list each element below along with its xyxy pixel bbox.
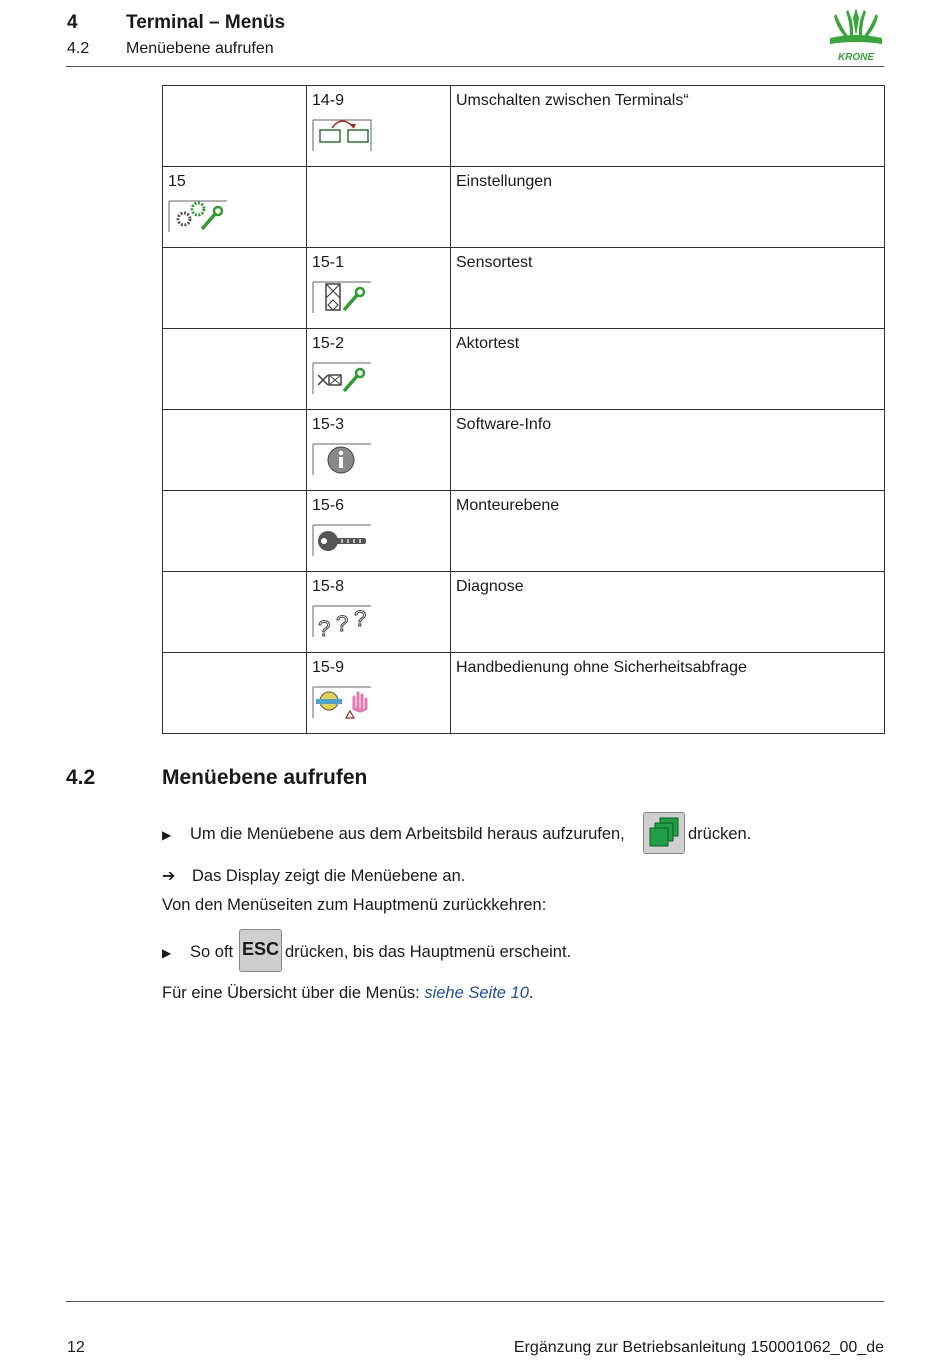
svg-text:?: ? [336, 611, 349, 636]
chapter-title: Terminal – Menüs [126, 12, 286, 33]
svg-text:?: ? [318, 616, 331, 638]
table-row [163, 86, 885, 167]
terminal-switch-icon [312, 114, 372, 152]
menu-description: Handbedienung ohne Sicherheitsabfrage [456, 659, 747, 676]
paragraph: Von den Menüseiten zum Hauptmenü zurückkehren: [162, 896, 547, 914]
menu-description: Sensortest [456, 254, 533, 271]
menu-number: 14-9 [312, 92, 345, 109]
menu-number: 15 [168, 173, 186, 190]
esc-key-button[interactable]: ESC [239, 929, 282, 972]
menu-number: 15-2 [312, 335, 345, 352]
instruction-step-end: drücken. [688, 825, 752, 843]
svg-text:?: ? [354, 606, 367, 631]
menu-description: Monteurebene [456, 497, 560, 514]
menu-key-button[interactable] [643, 812, 685, 854]
footer-divider [66, 1301, 884, 1302]
table-row [163, 410, 885, 491]
table-row [163, 572, 885, 653]
menu-description: Einstellungen [456, 173, 553, 190]
menu-number: 15-6 [312, 497, 345, 514]
menu-description: Umschalten zwischen Terminals“ [456, 92, 689, 109]
actuator-test-icon [312, 357, 372, 395]
bullet-triangle-icon: ▶ [162, 946, 172, 960]
paragraph-reference: Für eine Übersicht über die Menüs: siehe Seite 10. [162, 984, 534, 1002]
header-divider [66, 66, 884, 67]
menu-description: Aktortest [456, 335, 520, 352]
table-row [163, 248, 885, 329]
section-title: Menüebene aufrufen [162, 766, 368, 789]
key-icon [312, 519, 372, 557]
instruction-result: ➔ Das Display zeigt die Menüebene an. [162, 867, 466, 885]
menu-layers-icon [644, 813, 684, 853]
info-icon [312, 438, 372, 476]
chapter-number: 4 [67, 12, 78, 33]
section-number: 4.2 [67, 40, 90, 57]
settings-gears-wrench-icon [168, 195, 228, 233]
instruction-step: ▶ Um die Menüebene aus dem Arbeitsbild heraus aufzurufen, [162, 825, 625, 843]
sensor-test-icon [312, 276, 372, 314]
page-reference-link[interactable]: siehe Seite 10 [424, 984, 529, 1002]
result-arrow-icon: ➔ [162, 868, 176, 885]
section-number: 4.2 [66, 766, 96, 789]
bullet-triangle-icon: ▶ [162, 828, 172, 842]
menu-number: 15-9 [312, 659, 345, 676]
menu-table [162, 85, 885, 734]
instruction-step: ▶ So oft [162, 943, 234, 961]
menu-description: Software-Info [456, 416, 552, 433]
table-row [163, 329, 885, 410]
menu-description: Diagnose [456, 578, 524, 595]
logo-text: KRONE [837, 52, 875, 63]
table-row [163, 491, 885, 572]
section-title: Menüebene aufrufen [126, 40, 274, 57]
manual-operation-hand-icon [312, 681, 372, 719]
krone-logo [826, 6, 886, 64]
table-row [163, 167, 885, 248]
menu-number: 15-1 [312, 254, 345, 271]
menu-number: 15-8 [312, 578, 345, 595]
menu-number: 15-3 [312, 416, 345, 433]
instruction-step-end: drücken, bis das Hauptmenü erscheint. [285, 943, 572, 961]
table-row [163, 653, 885, 734]
question-marks-icon [312, 600, 372, 638]
document-title: Ergänzung zur Betriebsanleitung 150001062_00_de [513, 1339, 884, 1356]
page-number: 12 [67, 1339, 85, 1356]
